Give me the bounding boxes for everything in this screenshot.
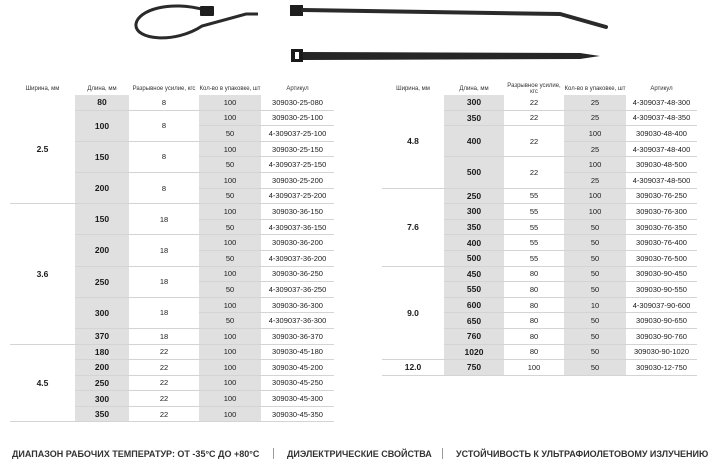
table-row — [382, 95, 697, 110]
force-cell: 8 — [129, 110, 199, 141]
length-cell: 200 — [75, 172, 129, 203]
sku-cell: 309030-45-180 — [261, 344, 334, 360]
uv-resistance-text: УСТОЙЧИВОСТЬ К УЛЬТРАФИОЛЕТОВОМУ ИЗЛУЧЕНИЮ — [456, 449, 709, 459]
width-cell: 4.5 — [10, 344, 75, 422]
header-count: Кол-во в упаковке, шт — [564, 85, 626, 92]
count-cell: 50 — [199, 282, 261, 298]
length-cell: 300 — [75, 297, 129, 328]
sku-cell: 309030-90-1020 — [626, 344, 697, 360]
sku-cell: 309030-90-550 — [626, 282, 697, 298]
force-cell: 22 — [129, 391, 199, 407]
sku-cell: 4-309037-90-600 — [626, 297, 697, 313]
count-cell: 100 — [199, 344, 261, 360]
count-cell: 100 — [199, 328, 261, 344]
sku-cell: 309030-36-200 — [261, 235, 334, 251]
looped-cable-tie-icon — [136, 5, 606, 38]
length-cell: 250 — [75, 375, 129, 391]
length-cell: 150 — [75, 141, 129, 172]
sku-cell: 4-309037-25-200 — [261, 188, 334, 204]
count-cell: 50 — [199, 188, 261, 204]
force-cell: 22 — [129, 406, 199, 422]
table-row — [382, 266, 697, 282]
count-cell: 50 — [199, 157, 261, 173]
sku-cell: 4-309037-48-350 — [626, 110, 697, 126]
count-cell: 50 — [199, 313, 261, 329]
force-cell: 8 — [129, 172, 199, 203]
table-body — [382, 95, 697, 375]
force-cell: 22 — [504, 95, 564, 110]
sku-cell: 4-309037-36-150 — [261, 219, 334, 235]
length-cell: 550 — [444, 282, 504, 298]
sku-cell: 4-309037-48-400 — [626, 141, 697, 157]
table-body — [10, 95, 334, 422]
sku-cell: 309030-25-150 — [261, 141, 334, 157]
sku-cell: 309030-36-250 — [261, 266, 334, 282]
cable-tie-table-left — [10, 82, 334, 422]
sku-cell: 309030-76-300 — [626, 204, 697, 220]
sku-cell: 309030-48-500 — [626, 157, 697, 173]
footer-divider — [442, 448, 443, 459]
length-cell: 400 — [444, 126, 504, 157]
count-cell: 100 — [199, 406, 261, 422]
count-cell: 50 — [564, 235, 626, 251]
count-cell: 100 — [199, 360, 261, 376]
sku-cell: 309030-45-350 — [261, 406, 334, 422]
length-cell: 750 — [444, 360, 504, 376]
sku-cell: 309030-90-450 — [626, 266, 697, 282]
count-cell: 100 — [199, 204, 261, 220]
sku-cell: 309030-45-250 — [261, 375, 334, 391]
length-cell: 300 — [444, 204, 504, 220]
header-count: Кол-во в упаковке, шт — [199, 85, 261, 92]
force-cell: 18 — [129, 297, 199, 328]
force-cell: 18 — [129, 235, 199, 266]
sku-cell: 4-309037-48-500 — [626, 172, 697, 188]
length-cell: 100 — [75, 110, 129, 141]
sku-cell: 309030-76-400 — [626, 235, 697, 251]
sku-cell: 4-309037-48-300 — [626, 95, 697, 110]
sku-cell: 309030-76-250 — [626, 188, 697, 204]
header-length: Длина, мм — [87, 85, 117, 92]
length-cell: 180 — [75, 344, 129, 360]
count-cell: 100 — [199, 235, 261, 251]
force-cell: 22 — [504, 157, 564, 188]
header-width: Ширина, мм — [25, 85, 60, 92]
sku-cell: 4-309037-25-150 — [261, 157, 334, 173]
count-cell: 100 — [199, 266, 261, 282]
force-cell: 55 — [504, 219, 564, 235]
count-cell: 100 — [199, 95, 261, 110]
count-cell: 50 — [564, 282, 626, 298]
count-cell: 50 — [564, 313, 626, 329]
force-cell: 55 — [504, 204, 564, 220]
count-cell: 100 — [199, 110, 261, 126]
sku-cell: 309030-76-350 — [626, 219, 697, 235]
temperature-range-text: ДИАПАЗОН РАБОЧИХ ТЕМПЕРАТУР: ОТ -35°С ДО +80°С — [12, 449, 260, 459]
force-cell: 8 — [129, 95, 199, 110]
length-cell: 300 — [75, 391, 129, 407]
count-cell: 50 — [564, 344, 626, 360]
count-cell: 100 — [564, 188, 626, 204]
length-cell: 250 — [444, 188, 504, 204]
count-cell: 50 — [564, 219, 626, 235]
header-force: Разрывное усилие, кгс — [132, 85, 196, 92]
force-cell: 22 — [129, 360, 199, 376]
straight-cable-tie-icon — [291, 49, 600, 62]
width-cell: 4.8 — [382, 95, 444, 188]
force-cell: 22 — [504, 126, 564, 157]
footer-divider — [273, 448, 274, 459]
force-cell: 80 — [504, 266, 564, 282]
width-cell: 9.0 — [382, 266, 444, 360]
length-cell: 300 — [444, 95, 504, 110]
count-cell: 50 — [199, 250, 261, 266]
count-cell: 25 — [564, 141, 626, 157]
table-row — [10, 95, 334, 110]
sku-cell: 309030-48-400 — [626, 126, 697, 142]
table-row — [382, 360, 697, 376]
force-cell: 80 — [504, 344, 564, 360]
sku-cell: 309030-12-750 — [626, 360, 697, 376]
force-cell: 80 — [504, 328, 564, 344]
length-cell: 350 — [75, 406, 129, 422]
length-cell: 80 — [75, 95, 129, 110]
width-cell: 7.6 — [382, 188, 444, 266]
force-cell: 18 — [129, 266, 199, 297]
length-cell: 450 — [444, 266, 504, 282]
count-cell: 100 — [199, 375, 261, 391]
length-cell: 250 — [75, 266, 129, 297]
count-cell: 50 — [564, 360, 626, 376]
count-cell: 50 — [199, 219, 261, 235]
count-cell: 50 — [564, 250, 626, 266]
sku-cell: 309030-25-080 — [261, 95, 334, 110]
header-sku: Артикул — [650, 85, 673, 92]
width-cell: 3.6 — [10, 204, 75, 344]
length-cell: 350 — [444, 110, 504, 126]
length-cell: 500 — [444, 157, 504, 188]
force-cell: 80 — [504, 282, 564, 298]
count-cell: 25 — [564, 110, 626, 126]
count-cell: 100 — [199, 391, 261, 407]
length-cell: 600 — [444, 297, 504, 313]
sku-cell: 309030-36-150 — [261, 204, 334, 220]
count-cell: 10 — [564, 297, 626, 313]
sku-cell: 309030-76-500 — [626, 250, 697, 266]
length-cell: 350 — [444, 219, 504, 235]
count-cell: 100 — [199, 141, 261, 157]
force-cell: 8 — [129, 141, 199, 172]
sku-cell: 309030-36-300 — [261, 297, 334, 313]
table-row — [10, 344, 334, 360]
sku-cell: 309030-36-370 — [261, 328, 334, 344]
force-cell: 55 — [504, 188, 564, 204]
sku-cell: 4-309037-36-200 — [261, 250, 334, 266]
table-row — [10, 204, 334, 220]
length-cell: 500 — [444, 250, 504, 266]
sku-cell: 309030-90-760 — [626, 328, 697, 344]
length-cell: 760 — [444, 328, 504, 344]
dielectric-text: ДИЭЛЕКТРИЧЕСКИЕ СВОЙСТВА — [287, 449, 432, 459]
sku-cell: 4-309037-36-250 — [261, 282, 334, 298]
force-cell: 100 — [504, 360, 564, 376]
length-cell: 200 — [75, 235, 129, 266]
length-cell: 400 — [444, 235, 504, 251]
force-cell: 18 — [129, 328, 199, 344]
count-cell: 100 — [199, 297, 261, 313]
length-cell: 200 — [75, 360, 129, 376]
length-cell: 150 — [75, 204, 129, 235]
count-cell: 100 — [564, 204, 626, 220]
header-length: Длина, мм — [459, 85, 489, 92]
features-footer — [0, 443, 718, 460]
cable-tie-table-right — [382, 82, 697, 376]
count-cell: 50 — [199, 126, 261, 142]
force-cell: 18 — [129, 204, 199, 235]
count-cell: 50 — [564, 328, 626, 344]
force-cell: 22 — [129, 375, 199, 391]
header-sku: Артикул — [286, 85, 309, 92]
sku-cell: 309030-25-200 — [261, 172, 334, 188]
count-cell: 100 — [199, 172, 261, 188]
count-cell: 100 — [564, 157, 626, 173]
length-cell: 370 — [75, 328, 129, 344]
sku-cell: 309030-90-650 — [626, 313, 697, 329]
force-cell: 55 — [504, 235, 564, 251]
sku-cell: 309030-45-300 — [261, 391, 334, 407]
table-row — [382, 188, 697, 204]
length-cell: 650 — [444, 313, 504, 329]
sku-cell: 309030-25-100 — [261, 110, 334, 126]
width-cell: 2.5 — [10, 95, 75, 204]
header-force: Разрывное усилие, кгс — [507, 82, 561, 95]
length-cell: 1020 — [444, 344, 504, 360]
sku-cell: 4-309037-36-300 — [261, 313, 334, 329]
sku-cell: 4-309037-25-100 — [261, 126, 334, 142]
count-cell: 25 — [564, 95, 626, 110]
cable-ties-image — [0, 0, 718, 75]
count-cell: 25 — [564, 172, 626, 188]
force-cell: 80 — [504, 313, 564, 329]
force-cell: 22 — [129, 344, 199, 360]
sku-cell: 309030-45-200 — [261, 360, 334, 376]
header-width: Ширина, мм — [396, 85, 430, 92]
count-cell: 50 — [564, 266, 626, 282]
width-cell: 12.0 — [382, 360, 444, 376]
force-cell: 55 — [504, 250, 564, 266]
force-cell: 80 — [504, 297, 564, 313]
count-cell: 100 — [564, 126, 626, 142]
force-cell: 22 — [504, 110, 564, 126]
